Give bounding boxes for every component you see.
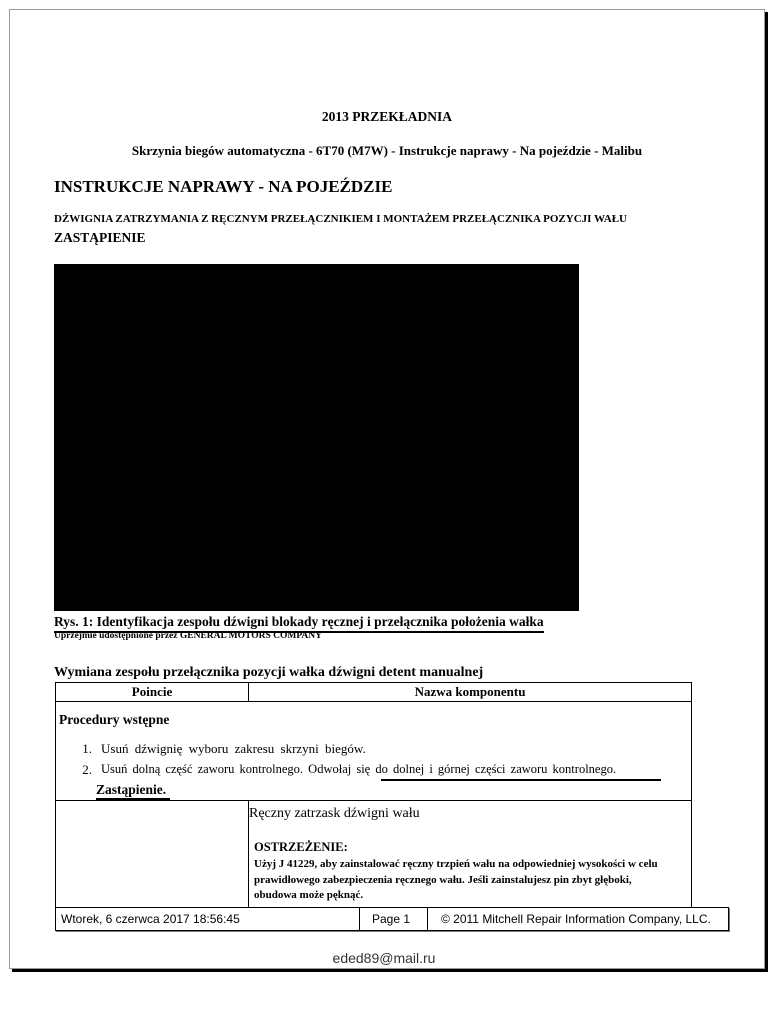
step-number: 2. — [82, 762, 92, 777]
table-divider — [56, 800, 691, 801]
preliminary-steps — [56, 741, 721, 783]
preliminary-title: Procedury wstępne — [59, 712, 170, 727]
list-item — [56, 762, 721, 778]
table-divider — [56, 701, 691, 702]
figure-caption: Rys. 1: Identyfikacja zespołu dźwigni blokady ręcznej i przełącznika położenia wałka — [54, 614, 544, 633]
document-page — [9, 9, 765, 969]
procedure-subheading: DŹWIGNIA ZATRZYMANIA Z RĘCZNYM PRZEŁĄCZNIKIEM I MONTAŻEM PRZEŁĄCZNIKA POZYCJI WAŁU — [54, 213, 627, 225]
figure-credit: Uprzejmie udostępnione przez GENERAL MOTORS COMPANY — [54, 631, 323, 641]
link-underline — [381, 779, 661, 781]
table-header-step: Poincie — [56, 683, 249, 701]
watermark-email: eded89@mail.ru — [332, 950, 436, 966]
footer-copyright: © 2011 Mitchell Repair Information Company, LLC. — [441, 912, 711, 926]
warning-title: OSTRZEŻENIE: — [254, 840, 348, 854]
footer-divider — [427, 908, 428, 930]
footer-date: Wtorek, 6 czerwca 2017 18:56:45 — [61, 912, 240, 926]
component-name: Ręczny zatrzask dźwigni wału — [249, 806, 420, 821]
step-text: Usuń dolną część zaworu kontrolnego. Odwołaj się do dolnej i górnej części zaworu kontrolnego. — [101, 762, 617, 776]
step-text: Usuń dźwignię wyboru zakresu skrzyni biegów. — [101, 741, 366, 756]
procedure-table — [55, 682, 692, 908]
step-number: 1. — [82, 741, 92, 756]
list-item — [56, 741, 721, 757]
warning-text: Użyj J 41229, aby zainstalować ręczny trzpień wału na odpowiedniej wysokości w celu prawidłowego zabezpieczenia ręcznego wału. Jeśli zainstalujesz pin zbyt głęboki, obudowa może pęknąć. — [254, 858, 658, 901]
document-subtitle: Skrzynia biegów automatyczna - 6T70 (M7W) - Instrukcje naprawy - Na pojeździe - Malibu — [131, 143, 643, 158]
table-column-divider — [248, 683, 249, 701]
replacement-link[interactable]: Zastąpienie. — [96, 782, 170, 800]
table-section-title: Wymiana zespołu przełącznika pozycji wałka dźwigni detent manualnej — [54, 665, 484, 680]
document-title: 2013 PRZEKŁADNIA — [321, 109, 453, 124]
footer-page-number: Page 1 — [372, 912, 411, 926]
section-heading: INSTRUKCJE NAPRAWY - NA POJEŹDZIE — [54, 177, 393, 196]
figure-image — [54, 264, 579, 611]
page-footer — [55, 907, 729, 931]
procedure-subheading-2: ZASTĄPIENIE — [54, 230, 146, 245]
table-header-component: Nazwa komponentu — [414, 684, 526, 699]
footer-divider — [359, 908, 360, 930]
